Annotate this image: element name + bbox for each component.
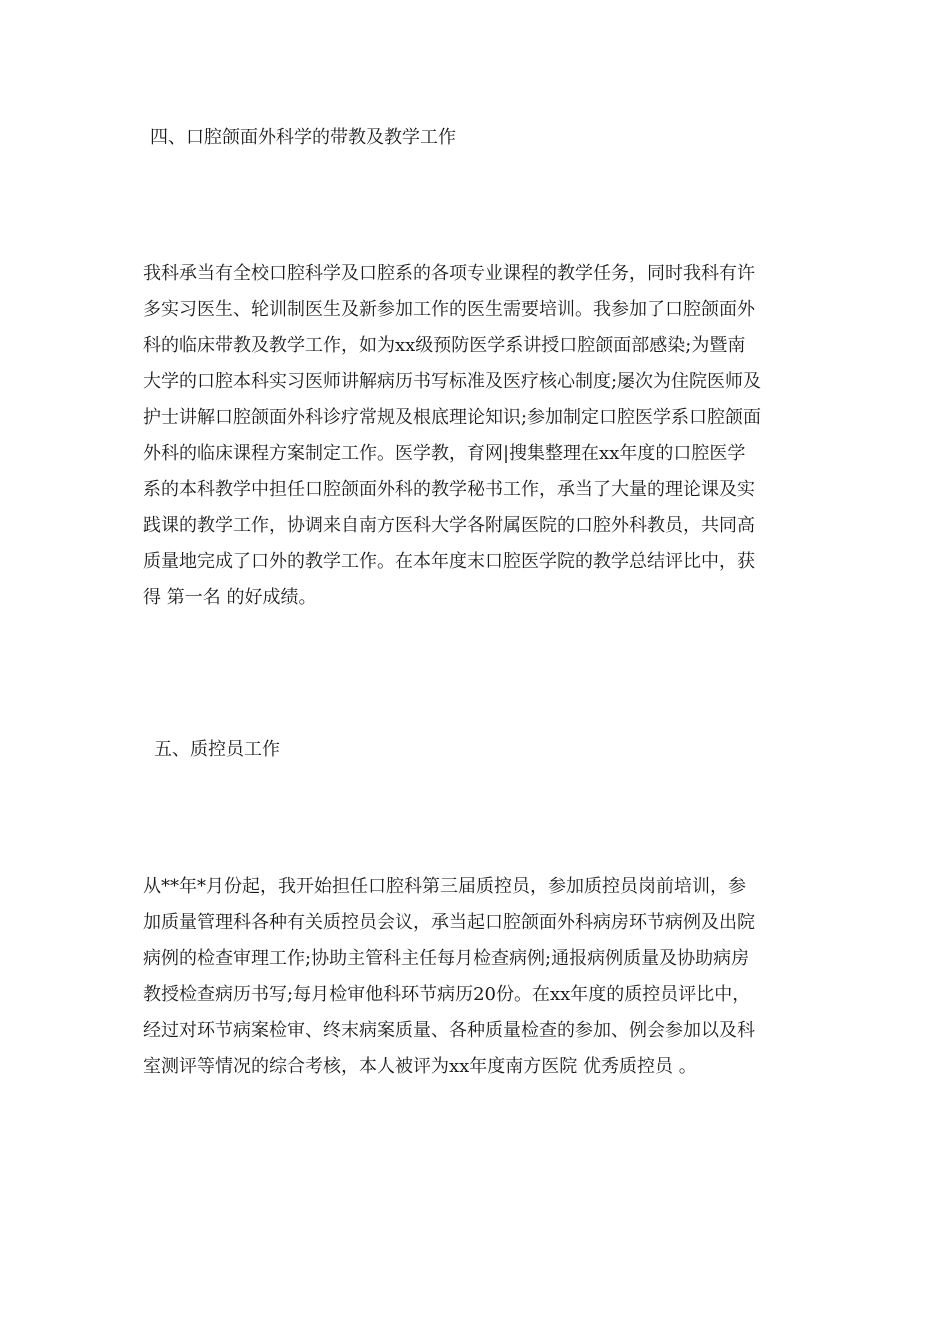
paragraph-line: 护士讲解口腔颌面外科诊疗常规及根底理论知识;参加制定口腔医学系口腔颌面 — [143, 407, 762, 428]
paragraph-line: 室测评等情况的综合考核，本人被评为xx年度南方医院 优秀质控员 。 — [143, 1056, 697, 1077]
section-4-paragraph — [143, 256, 807, 616]
paragraph-line: 大学的口腔本科实习医师讲解病历书写标准及医疗核心制度;屡次为住院医师及 — [143, 371, 762, 392]
paragraph-line: 教授检查病历书写;每月检审他科环节病历20份。在xx年度的质控员评比中， — [143, 984, 751, 1005]
paragraph-line: 经过对环节病案检审、终末病案质量、各种质量检查的参加、例会参加以及科 — [143, 1020, 755, 1041]
section-5-paragraph — [143, 869, 807, 1085]
paragraph-line: 践课的教学工作，协调来自南方医科大学各附属医院的口腔外科教员，共同高 — [143, 515, 755, 536]
paragraph-line: 多实习医生、轮训制医生及新参加工作的医生需要培训。我参加了口腔颌面外 — [143, 299, 755, 320]
section-4-heading: 四、口腔颌面外科学的带教及教学工作 — [150, 127, 456, 148]
paragraph-line: 从**年*月份起，我开始担任口腔科第三届质控员，参加质控员岗前培训，参 — [143, 876, 746, 897]
paragraph-line: 加质量管理科各种有关质控员会议，承当起口腔颌面外科病房环节病例及出院 — [143, 912, 755, 933]
paragraph-line: 质量地完成了口外的教学工作。在本年度末口腔医学院的教学总结评比中，获 — [143, 551, 755, 572]
paragraph-line: 我科承当有全校口腔科学及口腔系的各项专业课程的教学任务，同时我科有许 — [143, 263, 755, 284]
section-5-heading: 五、质控员工作 — [154, 739, 280, 760]
paragraph-line: 外科的临床课程方案制定工作。医学教，育网|搜集整理在xx年度的口腔医学 — [143, 443, 746, 464]
paragraph-line: 系的本科教学中担任口腔颌面外科的教学秘书工作，承当了大量的理论课及实 — [143, 479, 755, 500]
paragraph-line: 病例的检查审理工作;协助主管科主任每月检查病例;通报病例质量及协助病房 — [143, 948, 750, 969]
paragraph-line: 科的临床带教及教学工作，如为xx级预防医学系讲授口腔颌面部感染;为暨南 — [143, 335, 746, 356]
paragraph-line: 得 第一名 的好成绩。 — [143, 587, 317, 608]
